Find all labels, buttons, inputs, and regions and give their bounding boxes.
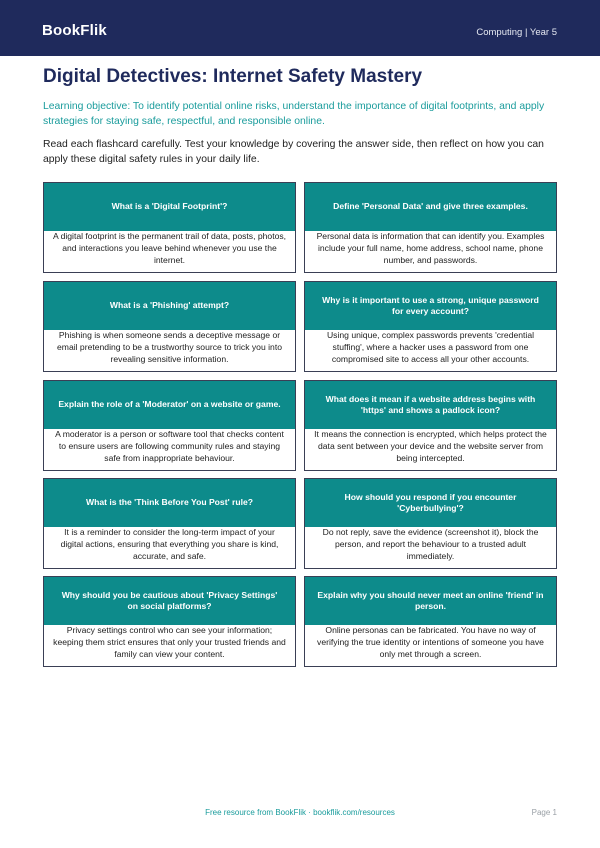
flashcard — [43, 281, 296, 372]
flashcard-answer: Privacy settings control who can see your information; keeping them strict ensures that only your trusted friends and family can view your content. — [53, 625, 286, 659]
flashcard — [304, 478, 557, 569]
flashcard-question: What is a 'Digital Footprint'? — [44, 183, 295, 231]
flashcard-answer: It is a reminder to consider the long-term impact of your digital actions, ensuring that everything you share is kind, accurate, and safe. — [60, 527, 279, 561]
instructions-text: Read each flashcard carefully. Test your knowledge by covering the answer side, then reflect on how you can apply these digital safety rules in your daily life. — [43, 139, 544, 165]
flashcard — [43, 576, 296, 667]
flashcard-question: Explain the role of a 'Moderator' on a website or game. — [44, 381, 295, 429]
page-number: Page 1 — [531, 808, 557, 817]
flashcard-answer: Phishing is when someone sends a deceptive message or email pretending to be a trustworthy source to trick you into revealing sensitive information. — [57, 330, 282, 364]
flashcard-answer: A digital footprint is the permanent trail of data, posts, photos, and interactions you leave behind whenever you use the internet. — [52, 231, 287, 265]
flashcard-question: Define 'Personal Data' and give three examples. — [305, 183, 556, 231]
flashcard — [304, 281, 557, 372]
flashcard-question: What is a 'Phishing' attempt? — [44, 282, 295, 330]
footer-credit: Free resource from BookFlik · bookflik.com/resources — [205, 808, 395, 817]
flashcard-answer: Online personas can be fabricated. You have no way of verifying the true identity or intentions of someone you have only met through a screen. — [317, 625, 544, 659]
flashcard-question: Explain why you should never meet an online 'friend' in person. — [305, 577, 556, 625]
brand-logo-text: BookFlik — [42, 22, 107, 39]
flashcard — [43, 182, 296, 273]
flashcard-question: What is the 'Think Before You Post' rule? — [44, 479, 295, 527]
flashcard-answer: It means the connection is encrypted, which helps protect the data sent between your device and the website server from being intercepted. — [314, 429, 547, 463]
flashcard-question: Why should you be cautious about 'Privacy Settings' on social platforms? — [44, 577, 295, 625]
flashcard — [304, 380, 557, 471]
flashcard-question: Why is it important to use a strong, unique password for every account? — [305, 282, 556, 330]
flashcard — [43, 478, 296, 569]
flashcard-answer: Personal data is information that can identify you. Examples include your full name, home address, school name, phone number, and passwords. — [316, 231, 545, 265]
flashcard-question: How should you respond if you encounter 'Cyberbullying'? — [305, 479, 556, 527]
page-title: Digital Detectives: Internet Safety Mastery — [43, 66, 423, 87]
page-header — [0, 0, 600, 56]
subject-year-label: Computing | Year 5 — [476, 27, 557, 38]
learning-objective: Learning objective: To identify potential online risks, understand the importance of digital footprints, and apply strategies for staying safe, respectful, and responsible online. — [43, 101, 545, 127]
flashcard-answer: A moderator is a person or software tool that checks content to ensure users are following community rules and staying safe from inappropriate behaviour. — [55, 429, 284, 463]
flashcard-answer: Do not reply, save the evidence (screenshot it), block the person, and report the behaviour to a trusted adult immediately. — [322, 527, 539, 561]
flashcard-question: What does it mean if a website address begins with 'https' and shows a padlock icon? — [305, 381, 556, 429]
flashcard — [43, 380, 296, 471]
flashcard — [304, 576, 557, 667]
flashcard-answer: Using unique, complex passwords prevents 'credential stuffing', where a hacker uses a password from one compromised site to access all your other accounts. — [326, 330, 535, 364]
flashcard — [304, 182, 557, 273]
